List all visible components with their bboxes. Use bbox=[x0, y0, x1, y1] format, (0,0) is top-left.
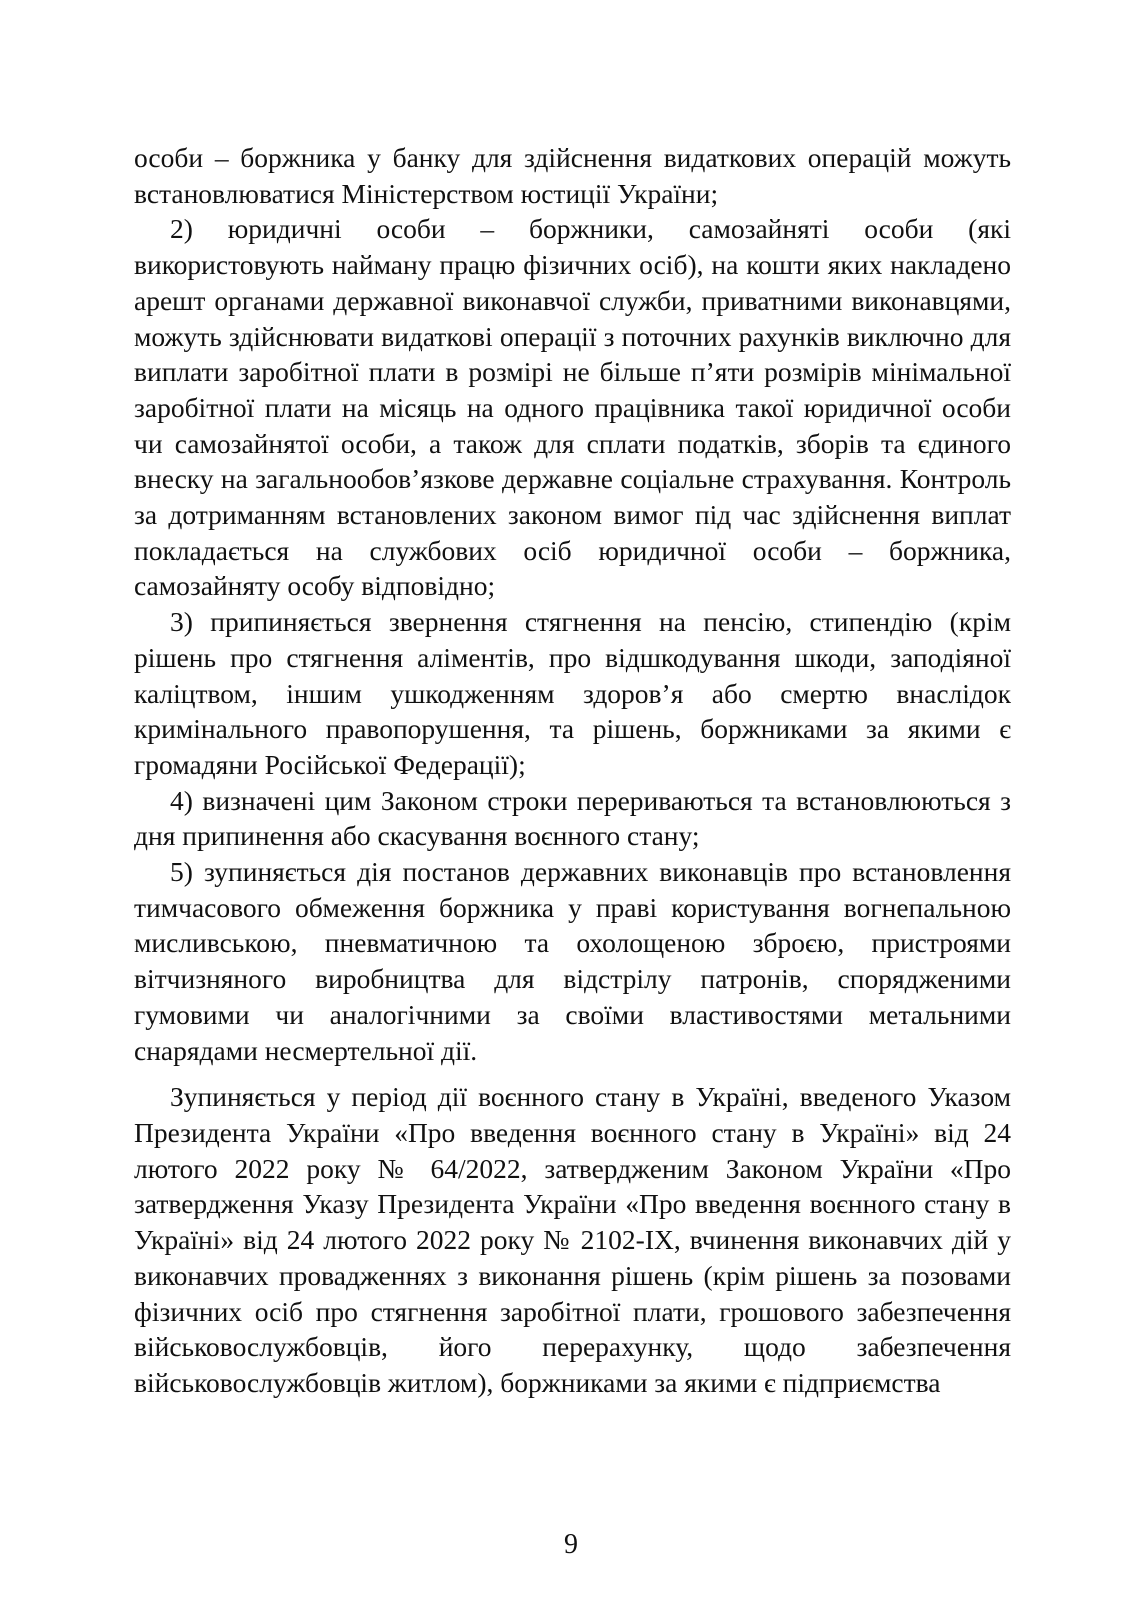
paragraph-item-5: 5) зупиняється дія постанов державних виконавців про встановлення тимчасового обмеження боржника у праві користування вогнепальною мисливською, пневматичною та охолощеною зброєю, пристроями вітчизняного виробництва для відстрілу патронів, спорядженими гумовими чи аналогічними за своїми властивостями метальними снарядами несмертельної дії. bbox=[134, 856, 1011, 1066]
paragraph-continuation: особи – боржника у банку для здійснення видаткових операцій можуть встановлюватися Міністерством юстиції України; bbox=[134, 142, 1011, 209]
page-number: 9 bbox=[564, 1529, 578, 1560]
paragraph-item-2: 2) юридичні особи – боржники, самозайняті особи (які використовують найману працю фізичних осіб), на кошти яких накладено арешт органами державної виконавчої служби, приватними виконавцями, можуть здійснювати видаткові операції з поточних рахунків виключно для виплати заробітної плати в розмірі не більше п’яти розмірів мінімальної заробітної плати на місяць на одного працівника такої юридичної особи чи самозайнятої особи, а також для сплати податків, зборів та єдиного внеску на загальнообов’язкове державне соціальне страхування. Контроль за дотриманням встановлених законом вимог під час здійснення виплат покладається на службових осіб юридичної особи – боржника, самозайняту особу відповідно; bbox=[134, 213, 1011, 602]
paragraph-item-3: 3) припиняється звернення стягнення на пенсію, стипендію (крім рішень про стягнення аліментів, про відшкодування шкоди, заподіяної каліцтвом, іншим ушкодженням здоров’я або смертю внаслідок кримінального правопорушення, та рішень, боржниками за якими є громадяни Російської Федерації); bbox=[134, 606, 1011, 780]
paragraph-suspension: Зупиняється у період дії воєнного стану в Україні, введеного Указом Президента України «Про введення воєнного стану в Україні» від 24 лютого 2022 року № 64/2022, затвердженим Законом України «Про затвердження Указу Президента України «Про введення воєнного стану в Україні» від 24 лютого 2022 року № 2102-IX, вчинення виконавчих дій у виконавчих провадженнях з виконання рішень (крім рішень за позовами фізичних осіб про стягнення заробітної плати, грошового забезпечення військовослужбовців, його перерахунку, щодо забезпечення військовослужбовців житлом), боржниками за якими є підприємства bbox=[134, 1081, 1011, 1398]
paragraph-item-4: 4) визначені цим Законом строки перериваються та встановлюються з дня припинення або скасування воєнного стану; bbox=[134, 784, 1011, 852]
document-body bbox=[134, 140, 1011, 1401]
